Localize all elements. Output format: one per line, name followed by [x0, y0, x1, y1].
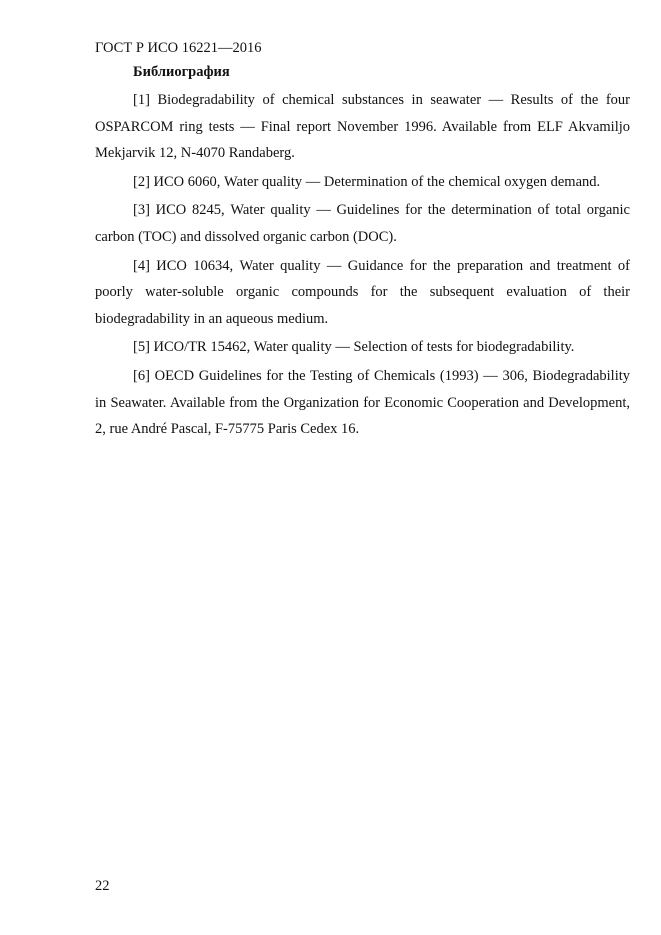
bibliography-title: Библиография	[133, 64, 230, 80]
reference-item-4: [4] ИСО 10634, Water quality — Guidance for the preparation and treatment of poorly water-soluble organic compounds for the subsequent evaluation of their biodegradability in an aqueous medium.	[95, 257, 630, 327]
reference-item-2: [2] ИСО 6060, Water quality — Determination of the chemical oxygen demand.	[133, 173, 601, 190]
reference-list	[95, 87, 630, 443]
bibliography-section	[95, 63, 630, 445]
reference-item-5: [5] ИСО/TR 15462, Water quality — Selection of tests for biodegradability.	[133, 339, 575, 356]
document-header: ГОСТ Р ИСО 16221—2016	[95, 40, 262, 56]
reference-item-1: [1] Biodegradability of chemical substances in seawater — Results of the four OSPARCOM ring tests — Final report November 1996. Available from ELF Akvamiljo Mekjarvik 12, N-4070 Randaberg.	[95, 92, 630, 162]
reference-item-3: [3] ИСО 8245, Water quality — Guidelines for the determination of total organic carbon (TOC) and dissolved organic carbon (DOC).	[95, 202, 630, 245]
reference-item-6: [6] OECD Guidelines for the Testing of Chemicals (1993) — 306, Biodegradability in Seawater. Available from the Organization for Economic Cooperation and Development, 2, rue André Pascal, F-75775 Paris Cedex 16.	[95, 367, 630, 438]
page-number: 22	[95, 878, 110, 894]
